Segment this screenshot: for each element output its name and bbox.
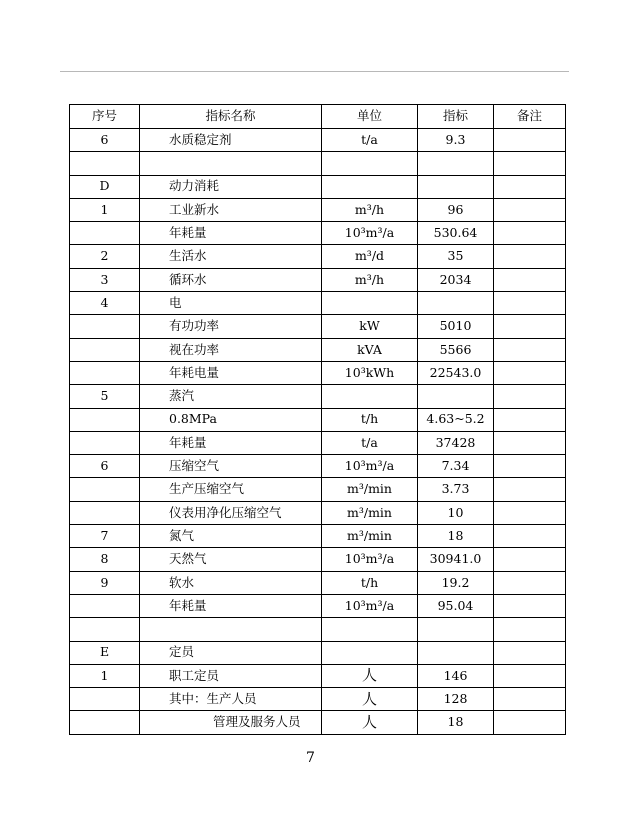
row-no-cell: 8 [70, 548, 140, 571]
row-no-cell [70, 501, 140, 524]
row-no-cell: 1 [70, 198, 140, 221]
row-no-cell: 1 [70, 664, 140, 687]
spec-table [69, 104, 566, 735]
row-remark-cell [494, 618, 566, 641]
row-value-cell: 5566 [418, 338, 494, 361]
row-unit-cell [322, 175, 418, 198]
row-unit-cell [322, 152, 418, 175]
table-row [70, 292, 566, 315]
row-remark-cell [494, 664, 566, 687]
row-value-cell [418, 618, 494, 641]
row-remark-cell [494, 431, 566, 454]
row-value-cell: 18 [418, 711, 494, 734]
row-name-cell: 氮气 [140, 525, 322, 548]
row-unit-cell: m³/min [322, 478, 418, 501]
table-row [70, 385, 566, 408]
row-name-cell: 软水 [140, 571, 322, 594]
header-rule [60, 71, 569, 72]
row-remark-cell [494, 338, 566, 361]
table-row [70, 478, 566, 501]
row-remark-cell [494, 594, 566, 617]
row-remark-cell [494, 245, 566, 268]
row-name-cell: 管理及服务人员 [140, 711, 322, 734]
row-name-cell: 蒸汽 [140, 385, 322, 408]
row-remark-cell [494, 501, 566, 524]
row-name-cell: 视在功率 [140, 338, 322, 361]
table-row [70, 408, 566, 431]
row-name-cell: 定员 [140, 641, 322, 664]
row-name-cell [140, 152, 322, 175]
row-value-cell: 30941.0 [418, 548, 494, 571]
row-remark-cell [494, 315, 566, 338]
row-remark-cell [494, 152, 566, 175]
table-row [70, 641, 566, 664]
row-unit-cell [322, 641, 418, 664]
header-row [70, 105, 566, 129]
row-no-cell [70, 431, 140, 454]
row-unit-cell [322, 385, 418, 408]
row-no-cell: 2 [70, 245, 140, 268]
row-name-cell [140, 618, 322, 641]
row-no-cell: 4 [70, 292, 140, 315]
row-value-cell: 3.73 [418, 478, 494, 501]
row-name-cell: 年耗量 [140, 431, 322, 454]
table-row [70, 222, 566, 245]
row-name-cell: 年耗量 [140, 594, 322, 617]
row-no-cell [70, 315, 140, 338]
row-name-cell: 工业新水 [140, 198, 322, 221]
row-value-cell: 95.04 [418, 594, 494, 617]
row-name-cell: 年耗量 [140, 222, 322, 245]
row-no-cell [70, 478, 140, 501]
row-unit-cell: m³/min [322, 501, 418, 524]
row-name-cell: 职工定员 [140, 664, 322, 687]
row-remark-cell [494, 175, 566, 198]
table-row [70, 152, 566, 175]
row-value-cell: 9.3 [418, 129, 494, 152]
row-remark-cell [494, 548, 566, 571]
row-remark-cell [494, 385, 566, 408]
row-name-cell: 动力消耗 [140, 175, 322, 198]
row-no-cell: 3 [70, 268, 140, 291]
row-name-cell: 仪表用净化压缩空气 [140, 501, 322, 524]
table-row [70, 711, 566, 734]
row-unit-cell [322, 292, 418, 315]
row-value-cell [418, 641, 494, 664]
row-unit-cell: 10³m³/a [322, 222, 418, 245]
row-value-cell: 10 [418, 501, 494, 524]
row-unit-cell: m³/d [322, 245, 418, 268]
row-unit-cell: 10³kWh [322, 361, 418, 384]
row-remark-cell [494, 408, 566, 431]
table-row [70, 198, 566, 221]
table-row [70, 688, 566, 711]
row-value-cell: 146 [418, 664, 494, 687]
row-no-cell [70, 594, 140, 617]
table-row [70, 431, 566, 454]
header-unit: 单位 [322, 105, 418, 129]
row-unit-cell: 10³m³/a [322, 548, 418, 571]
row-name-cell: 生活水 [140, 245, 322, 268]
row-unit-cell [322, 618, 418, 641]
row-unit-cell: 人 [322, 664, 418, 687]
row-no-cell: D [70, 175, 140, 198]
row-no-cell [70, 408, 140, 431]
row-value-cell: 19.2 [418, 571, 494, 594]
row-name-cell: 压缩空气 [140, 455, 322, 478]
row-no-cell [70, 361, 140, 384]
row-no-cell: 9 [70, 571, 140, 594]
row-value-cell: 22543.0 [418, 361, 494, 384]
table-row [70, 315, 566, 338]
row-remark-cell [494, 641, 566, 664]
table-row [70, 455, 566, 478]
row-name-cell: 有功功率 [140, 315, 322, 338]
header-no: 序号 [70, 105, 140, 129]
row-value-cell [418, 292, 494, 315]
row-remark-cell [494, 525, 566, 548]
row-no-cell: E [70, 641, 140, 664]
table-row [70, 571, 566, 594]
row-remark-cell [494, 198, 566, 221]
row-no-cell: 7 [70, 525, 140, 548]
table-row [70, 129, 566, 152]
row-no-cell [70, 688, 140, 711]
row-remark-cell [494, 711, 566, 734]
row-value-cell: 5010 [418, 315, 494, 338]
table-row [70, 664, 566, 687]
row-unit-cell: 人 [322, 711, 418, 734]
row-unit-cell: 10³m³/a [322, 594, 418, 617]
row-unit-cell: m³/min [322, 525, 418, 548]
row-remark-cell [494, 292, 566, 315]
row-no-cell [70, 338, 140, 361]
row-value-cell: 96 [418, 198, 494, 221]
header-name: 指标名称 [140, 105, 322, 129]
row-name-cell: 天然气 [140, 548, 322, 571]
row-name-cell: 电 [140, 292, 322, 315]
row-no-cell: 6 [70, 455, 140, 478]
row-unit-cell: 人 [322, 688, 418, 711]
row-unit-cell: 10³m³/a [322, 455, 418, 478]
header-value: 指标 [418, 105, 494, 129]
row-no-cell [70, 222, 140, 245]
row-no-cell [70, 618, 140, 641]
row-name-cell: 生产压缩空气 [140, 478, 322, 501]
row-value-cell: 128 [418, 688, 494, 711]
row-unit-cell: t/a [322, 129, 418, 152]
row-unit-cell: kVA [322, 338, 418, 361]
row-value-cell: 35 [418, 245, 494, 268]
row-value-cell: 4.63~5.2 [418, 408, 494, 431]
table-row [70, 268, 566, 291]
row-value-cell: 7.34 [418, 455, 494, 478]
row-remark-cell [494, 478, 566, 501]
row-remark-cell [494, 268, 566, 291]
row-no-cell [70, 152, 140, 175]
row-value-cell [418, 152, 494, 175]
row-name-cell: 循环水 [140, 268, 322, 291]
row-no-cell [70, 711, 140, 734]
row-unit-cell: t/h [322, 408, 418, 431]
row-value-cell [418, 175, 494, 198]
row-name-cell: 0.8MPa [140, 408, 322, 431]
table-row [70, 618, 566, 641]
table-row [70, 245, 566, 268]
row-remark-cell [494, 455, 566, 478]
row-unit-cell: m³/h [322, 268, 418, 291]
row-unit-cell: m³/h [322, 198, 418, 221]
row-name-cell: 其中：生产人员 [140, 688, 322, 711]
table-row [70, 175, 566, 198]
row-no-cell: 5 [70, 385, 140, 408]
table-row [70, 501, 566, 524]
row-unit-cell: t/a [322, 431, 418, 454]
table-row [70, 594, 566, 617]
table-row [70, 338, 566, 361]
row-name-cell: 水质稳定剂 [140, 129, 322, 152]
row-value-cell: 2034 [418, 268, 494, 291]
row-remark-cell [494, 129, 566, 152]
row-name-cell: 年耗电量 [140, 361, 322, 384]
row-value-cell [418, 385, 494, 408]
row-unit-cell: t/h [322, 571, 418, 594]
table-row [70, 361, 566, 384]
row-value-cell: 18 [418, 525, 494, 548]
page-number: 7 [306, 750, 315, 766]
row-no-cell: 6 [70, 129, 140, 152]
table-row [70, 548, 566, 571]
row-value-cell: 530.64 [418, 222, 494, 245]
table-row [70, 525, 566, 548]
row-remark-cell [494, 361, 566, 384]
row-unit-cell: kW [322, 315, 418, 338]
header-remark: 备注 [494, 105, 566, 129]
row-remark-cell [494, 571, 566, 594]
row-remark-cell [494, 222, 566, 245]
row-value-cell: 37428 [418, 431, 494, 454]
row-remark-cell [494, 688, 566, 711]
